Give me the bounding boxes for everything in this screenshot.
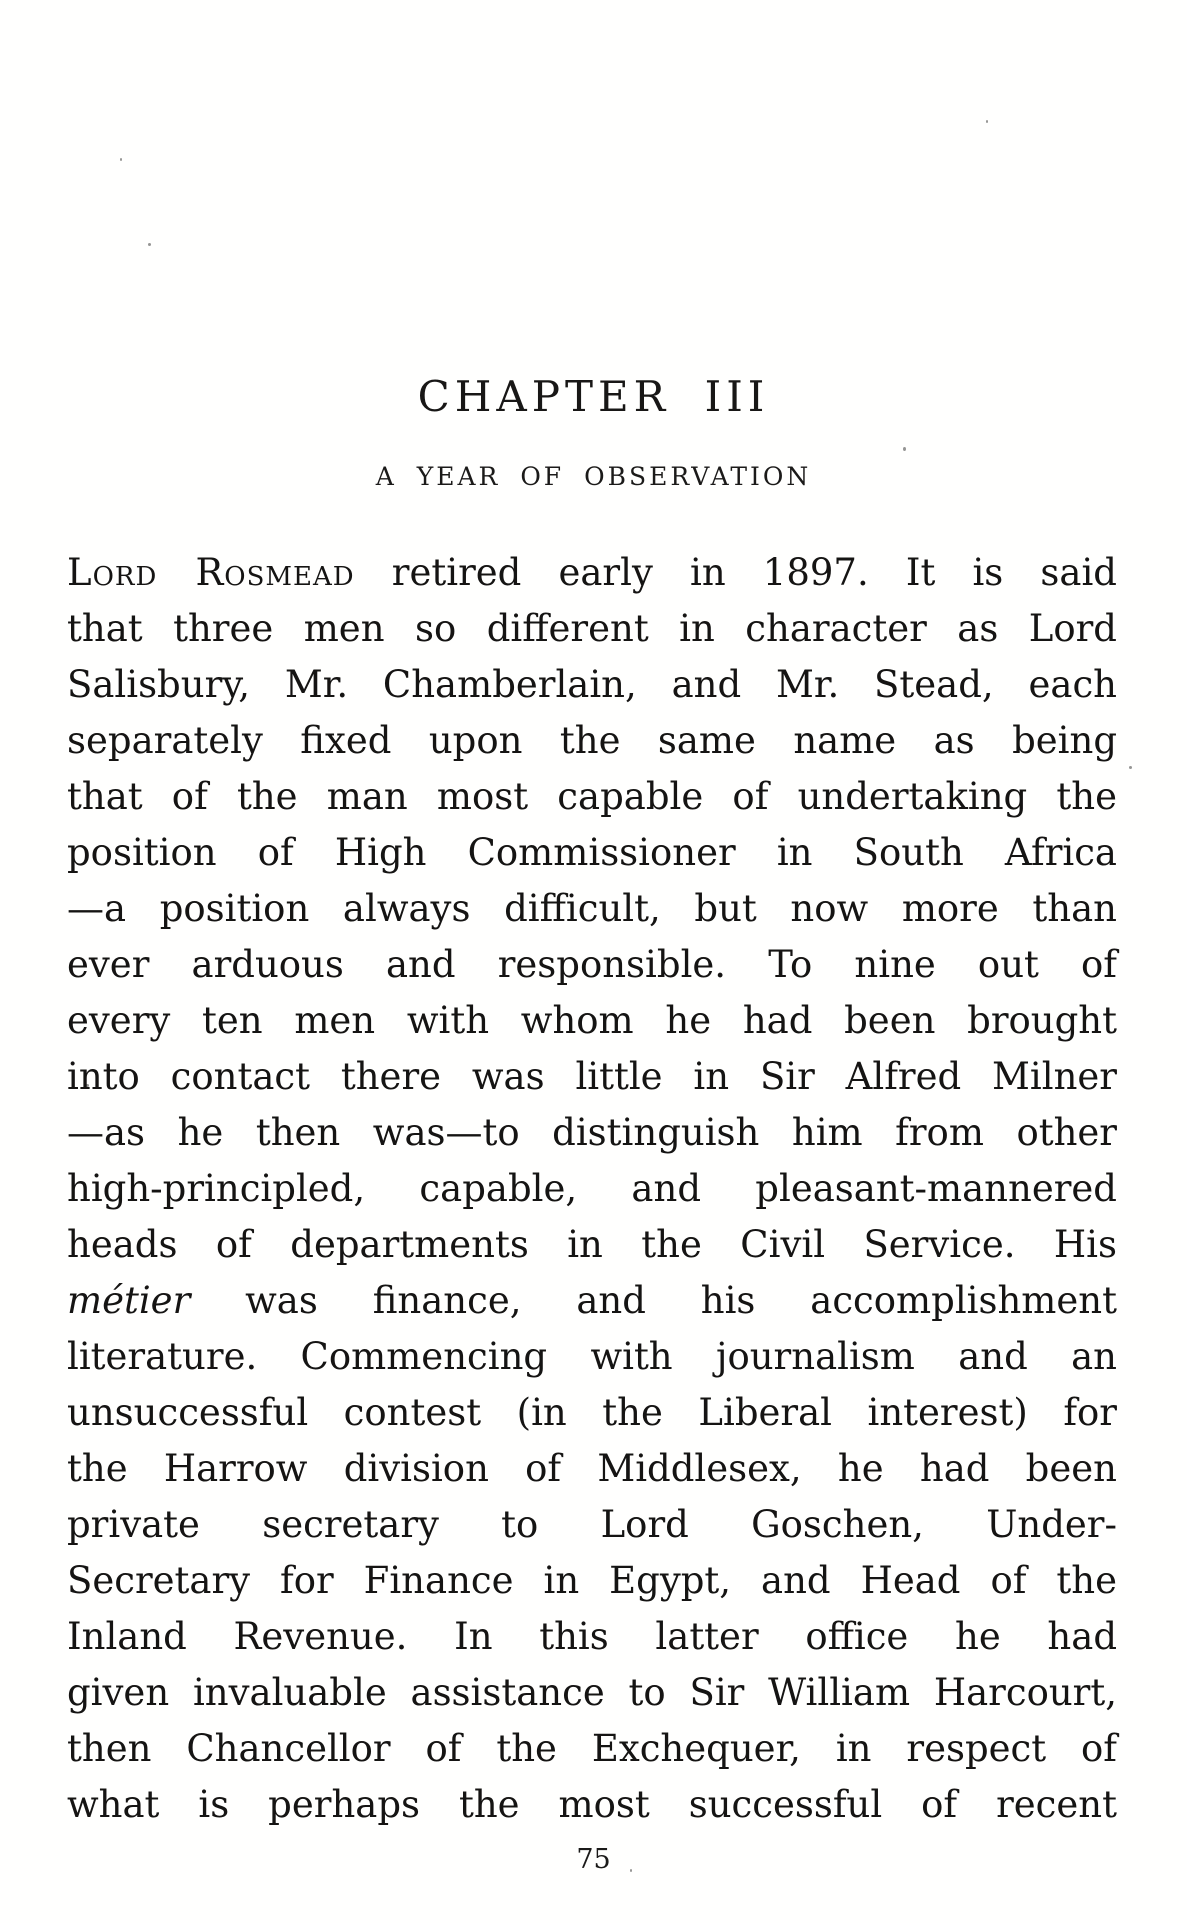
chapter-heading: CHAPTER III: [417, 372, 770, 421]
scan-speckle: [630, 1869, 632, 1872]
body-line: ever arduous and responsible. To nine out of: [67, 943, 1117, 986]
body-line: [67, 1273, 1117, 1329]
body-line: given invaluable assistance to Sir William Harcourt,: [67, 1671, 1117, 1714]
line-text: retired early in 1897. It is said: [354, 551, 1117, 594]
body-line: heads of departments in the Civil Service. His: [67, 1223, 1117, 1266]
body-text: [67, 545, 1117, 1833]
body-line: what is perhaps the most successful of recent: [67, 1783, 1117, 1826]
body-line: every ten men with whom he had been brought: [67, 999, 1117, 1042]
scan-speckle: [120, 158, 122, 161]
line-text: was finance, and his accomplishment: [190, 1279, 1117, 1322]
body-line: that of the man most capable of undertaking the: [67, 775, 1117, 818]
scan-speckle: [986, 120, 988, 123]
scan-speckle: [903, 447, 906, 451]
body-line: literature. Commencing with journalism and an: [67, 1335, 1117, 1378]
body-line: Salisbury, Mr. Chamberlain, and Mr. Stead, each: [67, 663, 1117, 706]
scan-speckle: [1129, 766, 1132, 769]
section-heading: A YEAR OF OBSERVATION: [375, 462, 812, 491]
scan-speckle: [148, 243, 151, 246]
body-line: private secretary to Lord Goschen, Under-: [67, 1503, 1117, 1546]
body-line: high-principled, capable, and pleasant-mannered: [67, 1167, 1117, 1210]
body-line: [67, 545, 1117, 601]
italic-word: métier: [67, 1279, 191, 1322]
body-line: into contact there was little in Sir Alfred Milner: [67, 1055, 1117, 1098]
body-line: that three men so different in character as Lord: [67, 607, 1117, 650]
smallcaps-name: Lord Rosmead: [67, 551, 355, 594]
body-line: unsuccessful contest (in the Liberal interest) for: [67, 1391, 1117, 1434]
page-number: 75: [576, 1844, 611, 1875]
body-line: separately fixed upon the same name as being: [67, 719, 1117, 762]
body-line: Inland Revenue. In this latter office he had: [67, 1615, 1117, 1658]
body-line: —a position always difficult, but now more than: [67, 887, 1117, 930]
scan-speckle: [86, 1084, 89, 1087]
body-line: then Chancellor of the Exchequer, in respect of: [67, 1727, 1117, 1770]
body-line: position of High Commissioner in South Africa: [67, 831, 1117, 874]
body-line: Secretary for Finance in Egypt, and Head of the: [67, 1559, 1117, 1602]
body-line: the Harrow division of Middlesex, he had been: [67, 1447, 1117, 1490]
body-line: —as he then was—to distinguish him from other: [67, 1111, 1117, 1154]
